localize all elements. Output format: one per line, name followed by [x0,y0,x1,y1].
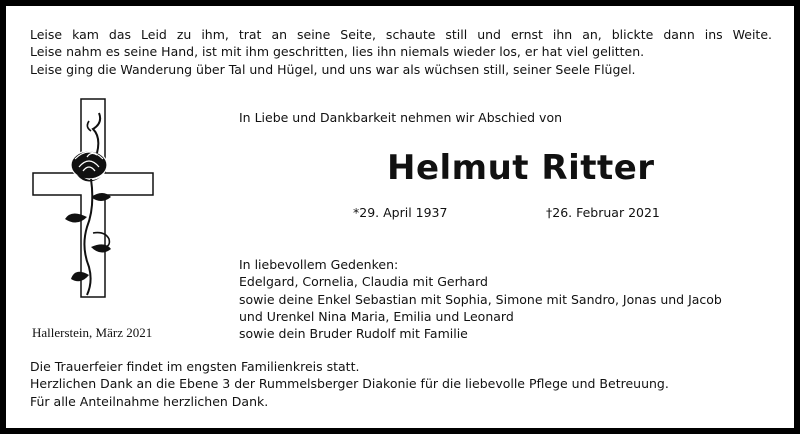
poem-line: Leise kam das Leid zu ihm, trat an seine Seite, schaute still und ernst ihn an, blickte dann ins Weite. [30,27,772,42]
poem-line: Leise ging die Wanderung über Tal und Hügel, und uns war als wüchsen still, seiner Seele Flügel. [30,61,636,77]
mourners [239,256,722,342]
birth-date: *29. April 1937 [353,205,448,220]
deceased-name: Helmut Ritter [387,148,655,188]
cross-with-rose-icon [31,97,155,299]
closing-line: Für alle Anteilnahme herzlichen Dank. [30,393,269,409]
intro-text: In Liebe und Dankbarkeit nehmen wir Abschied von [239,110,563,125]
mourners-line: Edelgard, Cornelia, Claudia mit Gerhard [239,274,488,290]
poem-line: Leise nahm es seine Hand, ist mit ihm geschritten, lies ihn niemals wieder los, er hat viel gelitten. [30,44,645,60]
place-and-date: Hallerstein, März 2021 [32,325,153,340]
mourners-line: und Urenkel Nina Maria, Emilia und Leonard [239,308,514,324]
mourners-line: sowie deine Enkel Sebastian mit Sophia, Simone mit Sandro, Jonas und Jacob [239,291,722,307]
mourners-line: In liebevollem Gedenken: [239,257,399,272]
mourners-line: sowie dein Bruder Rudolf mit Familie [239,326,468,342]
closing-line: Die Trauerfeier findet im engsten Familienkreis statt. [30,359,360,374]
obituary-notice [6,6,794,428]
closing-line: Herzlichen Dank an die Ebene 3 der Rummelsberger Diakonie für die liebevolle Pflege und Betreuung. [30,376,669,392]
poem [30,26,772,78]
death-date: †26. Februar 2021 [546,205,660,220]
closing-text [30,358,669,410]
